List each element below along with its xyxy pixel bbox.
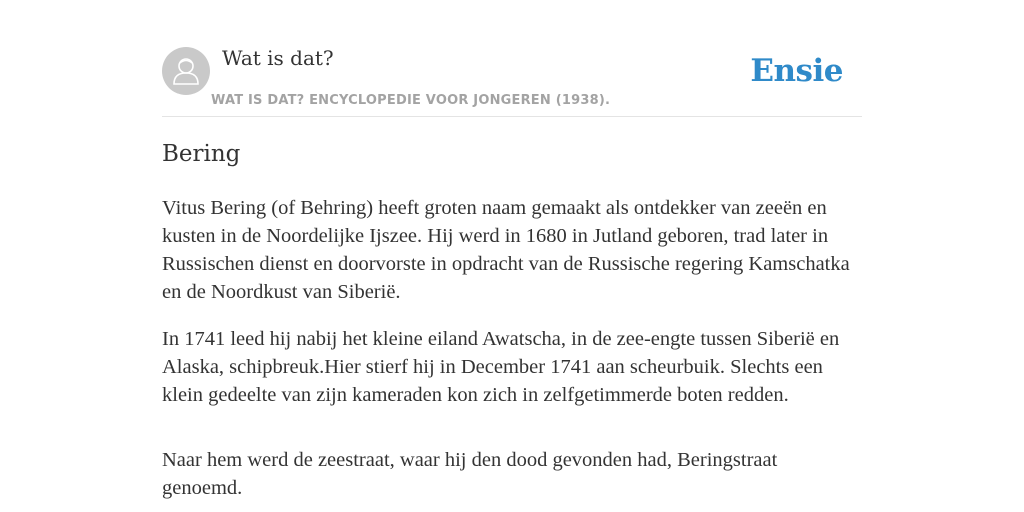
header [162, 44, 862, 117]
page-title: Bering [162, 141, 241, 167]
brand-logo-link[interactable]: Ensie [750, 53, 843, 89]
article-body [162, 194, 862, 502]
article [162, 138, 862, 512]
article-paragraph: Naar hem werd de zeestraat, waar hij den dood gevonden had, Beringstraat genoemd. [162, 449, 778, 499]
source-title[interactable]: Wat is dat? [222, 46, 334, 70]
article-paragraph: In 1741 leed hij nabij het kleine eiland Awatscha, in de zee-engte tussen Siberië en Alaska, schipbreuk.Hier stierf hij in December 1741 aan scheurbuik. Slechts een klein gedeelte van zijn kameraden kon zich in zelfgetimmerde boten redden. [162, 328, 840, 406]
avatar[interactable] [162, 47, 210, 95]
user-placeholder-icon [162, 47, 210, 95]
source-subtitle[interactable]: WAT IS DAT? ENCYCLOPEDIE VOOR JONGEREN (1938). [211, 93, 611, 108]
article-paragraph: Vitus Bering (of Behring) heeft groten naam gemaakt als ontdekker van zeeën en kusten in de Noordelijke Ijszee. Hij werd in 1680 in Jutland geboren, trad later in Russischen dienst en doorvorste in opdracht van de Russische regering Kamschatka en de Noordkust van Siberië. [162, 197, 850, 303]
